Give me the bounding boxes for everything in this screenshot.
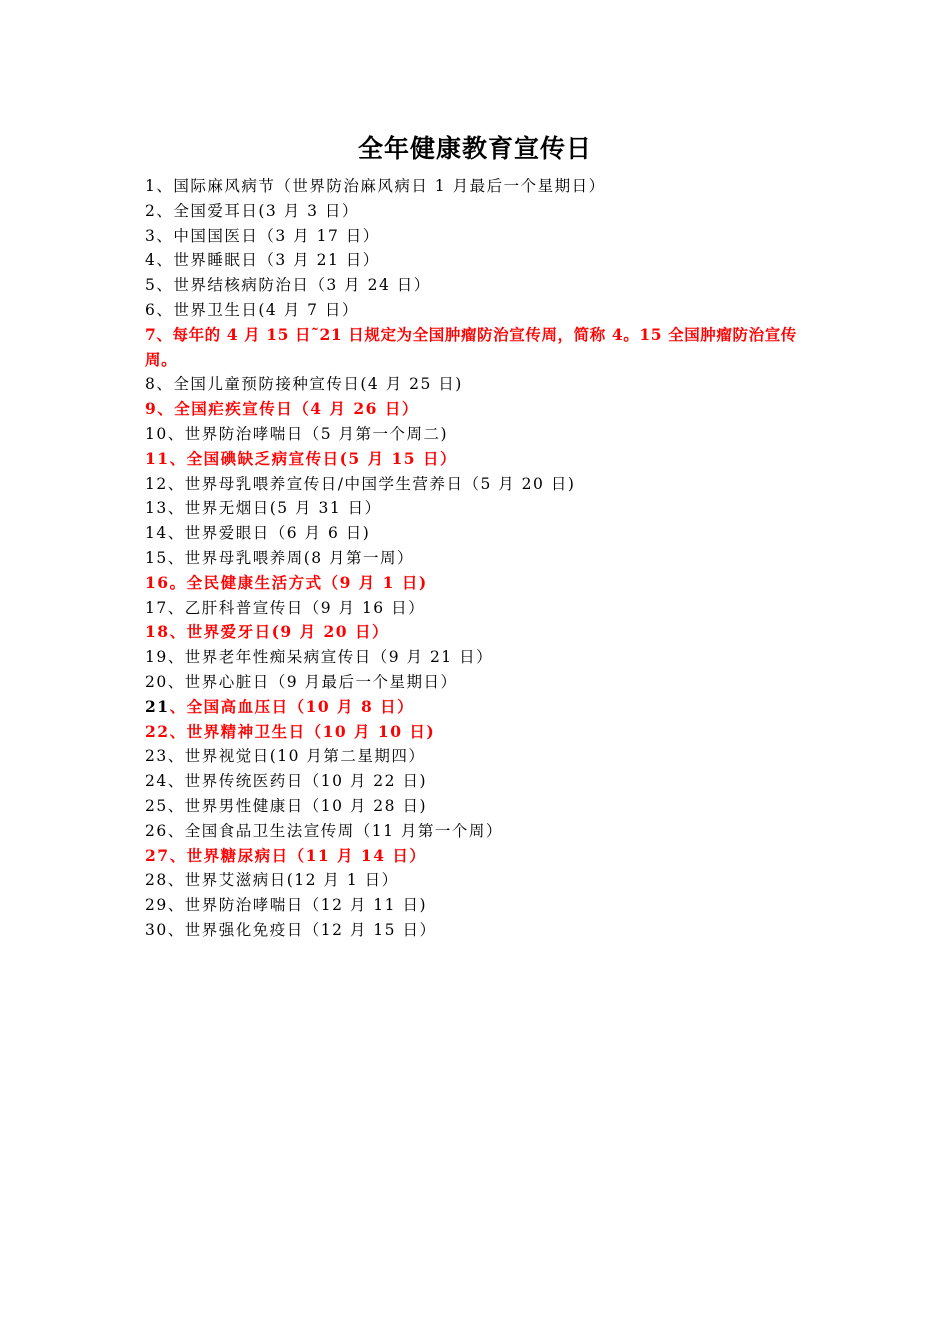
list-item (145, 174, 815, 199)
list-item (145, 918, 815, 943)
list-item (145, 521, 815, 546)
list-item-text: 28、世界艾滋病日(12 月 1 日） (145, 871, 399, 890)
document-title: 全年健康教育宣传日 (357, 134, 592, 163)
list-item (145, 199, 815, 224)
list-item-text: 17、乙肝科普宣传日（9 月 16 日） (145, 598, 426, 617)
list-item-text: 18、世界爱牙日(9 月 20 日） (145, 622, 389, 642)
health-day-list (145, 174, 815, 943)
list-item-text: 5、世界结核病防治日（3 月 24 日） (145, 276, 431, 295)
list-item-text: 19、世界老年性痴呆病宣传日（9 月 21 日） (145, 648, 494, 667)
list-item (145, 794, 815, 819)
list-item (145, 372, 815, 397)
list-item-text: 1、国际麻风病节（世界防治麻风病日 1 月最后一个星期日） (145, 177, 606, 195)
list-item (145, 447, 815, 472)
list-item-text: 16。全民健康生活方式（9 月 1 日) (145, 572, 428, 592)
list-item (145, 298, 815, 323)
list-item (145, 868, 815, 893)
list-item (145, 248, 815, 273)
list-item-text: 、全国高血压日（10 月 8 日） (169, 696, 415, 716)
list-item-text: 29、世界防治哮喘日（12 月 11 日) (145, 896, 427, 915)
list-item (145, 422, 815, 447)
list-item (145, 819, 815, 844)
list-item-text: 8、全国儿童预防接种宣传日(4 月 25 日) (145, 375, 463, 394)
list-item-text: 14、世界爱眼日（6 月 6 日) (145, 524, 371, 543)
list-item (145, 397, 815, 422)
list-item (145, 844, 815, 869)
list-item-text: 15、世界母乳喂养周(8 月第一周） (145, 548, 415, 567)
list-item (145, 645, 815, 670)
list-item (145, 224, 815, 249)
list-item-text: 11、全国碘缺乏病宣传日(5 月 15 日） (145, 448, 457, 468)
list-item-text: 10、世界防治哮喘日（5 月第一个周二) (145, 424, 449, 443)
list-item (145, 496, 815, 521)
list-item-text: 20、世界心脏日（9 月最后一个星期日） (145, 672, 458, 691)
list-item (145, 769, 815, 794)
list-item (145, 571, 815, 596)
list-item-text: 6、世界卫生日(4 月 7 日） (145, 300, 359, 319)
list-item-text: 23、世界视觉日(10 月第二星期四） (145, 747, 426, 766)
list-item-text: 26、全国食品卫生法宣传周（11 月第一个周） (145, 821, 503, 840)
list-item (145, 893, 815, 918)
list-item (145, 596, 815, 621)
list-item (145, 620, 815, 645)
list-item (145, 273, 815, 298)
list-item (145, 472, 815, 497)
list-item-text: 24、世界传统医药日（10 月 22 日) (145, 772, 427, 791)
list-item (145, 546, 815, 571)
list-item (145, 720, 815, 745)
list-item-text: 2、全国爱耳日(3 月 3 日） (145, 201, 359, 220)
list-item-text: 22、世界精神卫生日（10 月 10 日) (145, 721, 436, 741)
list-item-text: 12、世界母乳喂养宣传日/中国学生营养日（5 月 20 日) (145, 474, 576, 493)
list-item-text: 9、全国疟疾宣传日（4 月 26 日） (145, 399, 419, 419)
list-item-text: 25、世界男性健康日（10 月 28 日) (145, 796, 427, 815)
list-item (145, 695, 815, 720)
list-item-text: 3、中国国医日（3 月 17 日） (145, 226, 380, 245)
list-item (145, 670, 815, 695)
list-item-number: 21 (145, 696, 170, 716)
list-item (145, 323, 815, 373)
list-item-text: 30、世界强化免疫日（12 月 15 日） (145, 920, 437, 939)
list-item-text: 27、世界糖尿病日（11 月 14 日） (145, 845, 427, 865)
list-item-text: 13、世界无烟日(5 月 31 日） (145, 499, 382, 518)
list-item-text: 7、每年的 4 月 15 日˜21 日规定为全国肿瘤防治宣传周，简称 4。15 全国肿瘤防治宣传周。 (145, 324, 797, 369)
list-item (145, 744, 815, 769)
list-item-text: 4、世界睡眠日（3 月 21 日） (145, 251, 380, 270)
